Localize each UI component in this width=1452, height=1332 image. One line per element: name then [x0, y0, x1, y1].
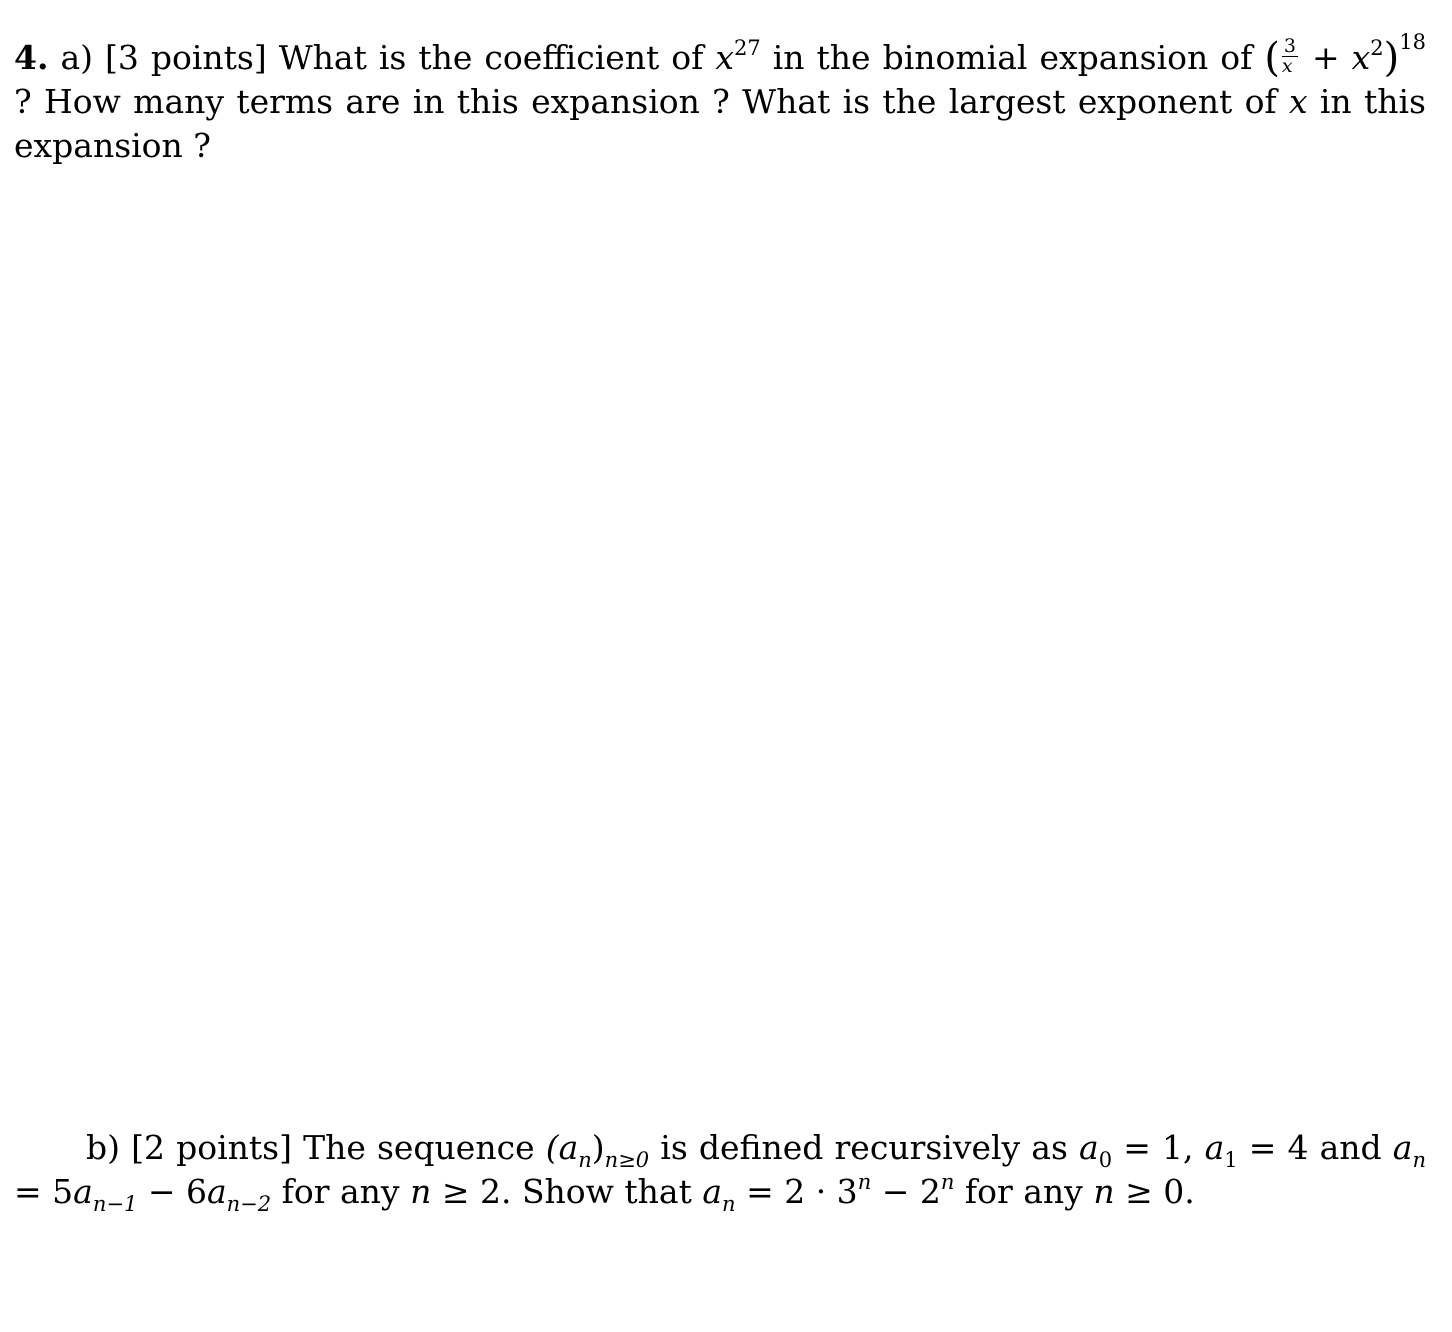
math-equals: = 1, [1123, 1128, 1194, 1167]
math-paren: ( [1264, 35, 1280, 81]
math-expression: ≥ 0. [1125, 1172, 1195, 1211]
math-var: a [1079, 1128, 1099, 1167]
math-operator: − 6 [147, 1172, 207, 1211]
math-var: n [1093, 1172, 1115, 1211]
math-subscript: n≥0 [604, 1148, 650, 1172]
math-subscript: n [722, 1192, 736, 1216]
question-text: The sequence [303, 1128, 535, 1167]
math-subscript: 1 [1224, 1148, 1238, 1172]
fraction-denominator: x [1281, 54, 1293, 77]
question-text: in this expansion ? [14, 82, 1426, 165]
part-label: b) [86, 1128, 120, 1167]
math-var: a [73, 1172, 93, 1211]
math-var: x [1351, 38, 1371, 77]
math-subscript: n [578, 1148, 592, 1172]
math-operator: + [1312, 38, 1340, 77]
question-text: ≥ 2. Show that [441, 1172, 692, 1211]
math-seq: (a [545, 1128, 579, 1167]
question-text: in the binomial expansion of [772, 38, 1253, 77]
question-4b [14, 1126, 1426, 1214]
question-text: for any [281, 1172, 400, 1211]
math-exponent: 27 [734, 36, 761, 60]
math-exponent: 18 [1399, 30, 1427, 54]
math-subscript: n−2 [226, 1192, 272, 1216]
math-exponent: 2 [1370, 36, 1384, 60]
math-var: x [715, 38, 735, 77]
math-exponent: n [857, 1170, 872, 1194]
math-equals: = 4 and [1248, 1128, 1382, 1167]
points: [3 points] [105, 38, 267, 77]
math-number: 5 [52, 1172, 74, 1211]
math-var: a [702, 1172, 723, 1211]
math-var: a [1204, 1128, 1225, 1167]
math-exponent: n [940, 1170, 955, 1194]
math-equals: = [14, 1172, 42, 1211]
math-var: x [1288, 82, 1308, 121]
math-expression: − 2 [881, 1172, 941, 1211]
question-4a [14, 30, 1427, 168]
math-expression: = 2 · 3 [746, 1172, 858, 1211]
question-number: 4. [14, 38, 49, 77]
math-subscript: 0 [1098, 1148, 1113, 1172]
question-text: for any [964, 1172, 1083, 1211]
math-fraction [1281, 34, 1298, 77]
math-var: a [206, 1172, 227, 1211]
points: [2 points] [131, 1128, 292, 1167]
math-subscript: n [1412, 1148, 1426, 1172]
fraction-numerator: 3 [1283, 34, 1297, 57]
math-subscript: n−1 [92, 1192, 138, 1216]
math-paren: ) [1383, 35, 1400, 81]
question-text: is defined recursively as [660, 1128, 1068, 1167]
question-text: What is the coefficient of [278, 38, 704, 77]
math-paren: ) [591, 1128, 605, 1167]
math-var: a [1392, 1128, 1413, 1167]
part-label: a) [60, 38, 94, 77]
math-var: n [410, 1172, 432, 1211]
question-text: ? How many terms are in this expansion ? What is the largest exponent of [14, 82, 1277, 121]
